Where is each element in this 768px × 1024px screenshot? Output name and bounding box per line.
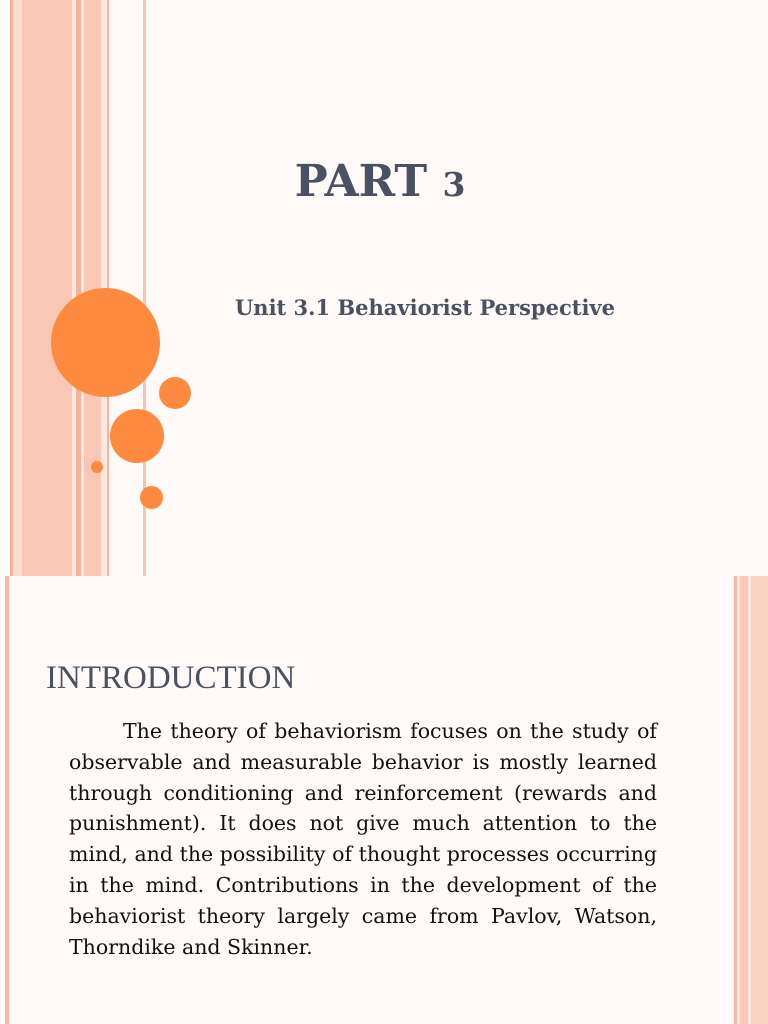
decorative-stripe bbox=[0, 0, 10, 576]
slide-introduction bbox=[0, 576, 768, 1024]
slide-title bbox=[240, 152, 520, 215]
section-heading: INTRODUCTION bbox=[46, 660, 296, 696]
decorative-stripe bbox=[22, 0, 72, 576]
decorative-circle-tiny bbox=[91, 461, 103, 473]
decorative-stripe bbox=[13, 0, 22, 576]
slide-title-word: PART bbox=[294, 156, 428, 207]
decorative-circle-small bbox=[140, 486, 163, 509]
decorative-stripe bbox=[751, 576, 768, 1024]
slide-subtitle: Unit 3.1 Behaviorist Perspective bbox=[234, 295, 615, 320]
decorative-stripe bbox=[740, 576, 748, 1024]
decorative-stripe bbox=[5, 576, 9, 1024]
decorative-circle-medium bbox=[110, 409, 164, 463]
decorative-circle-small bbox=[159, 377, 191, 409]
intro-paragraph: The theory of behaviorism focuses on the study of observable and measurable behavior is mostly learned through conditioning and reinforcement (rewards and punishment). It does not give much attention to the mind, and the possibility of thought processes occurring in the mind. Contributions in the development of the behaviorist theory largely came from Pavlov, Watson, Thorndike and Skinner. bbox=[69, 719, 657, 959]
slide-title-number: 3 bbox=[442, 165, 466, 204]
decorative-circle-large bbox=[51, 288, 160, 397]
